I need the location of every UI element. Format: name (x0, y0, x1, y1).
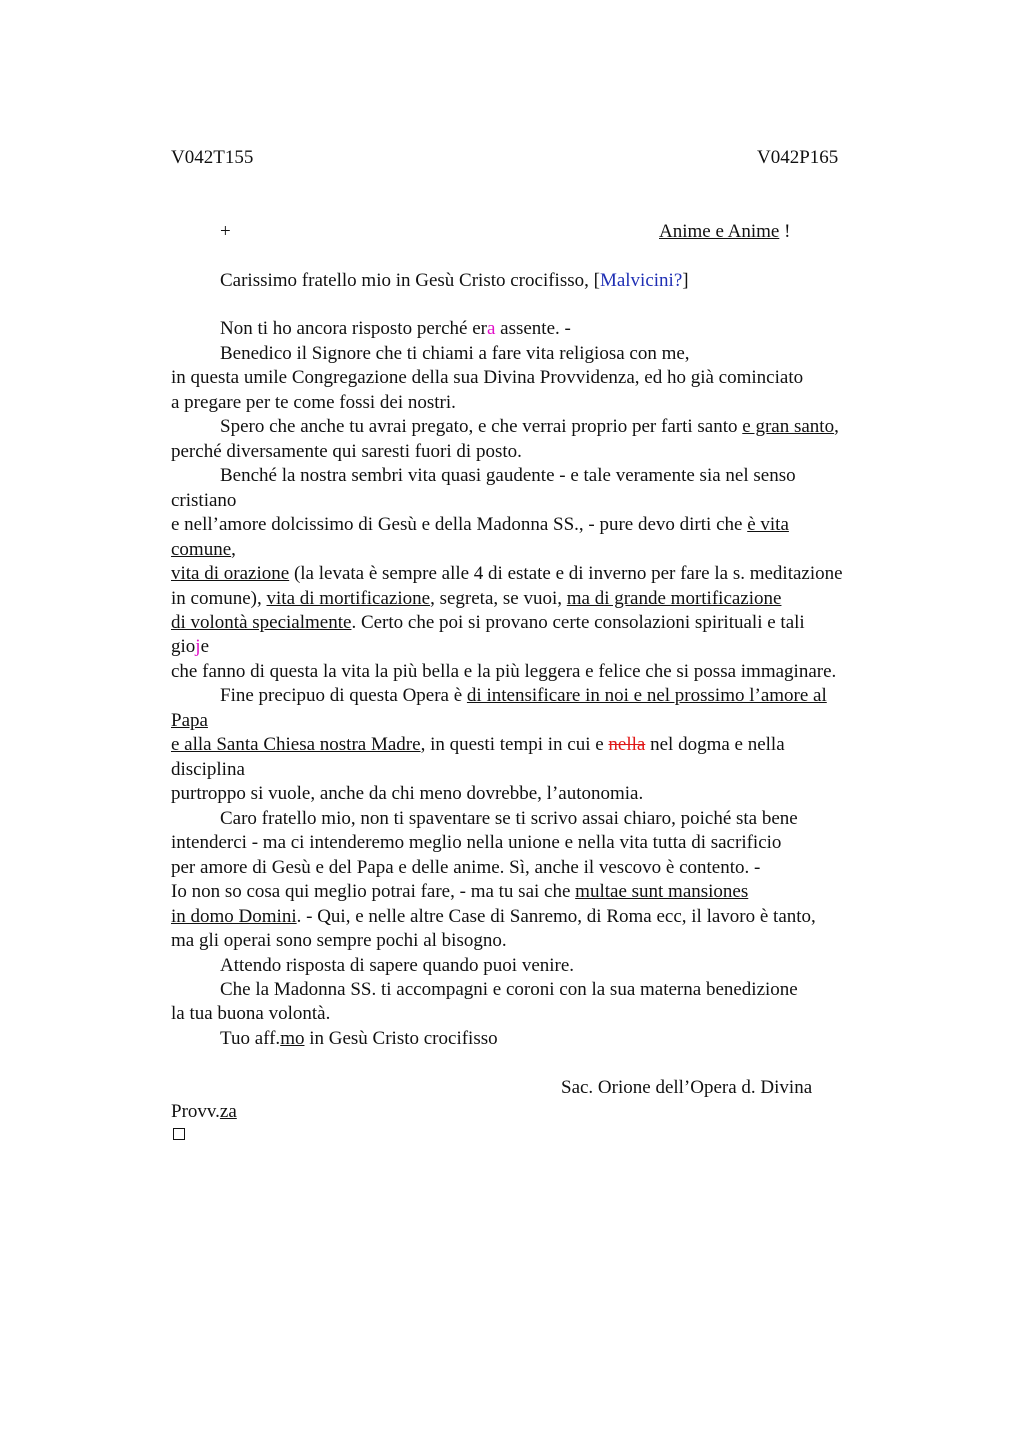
text-span: , (231, 539, 236, 560)
text-span: e (200, 636, 209, 657)
text-span: Non ti ho ancora risposto perché er (220, 318, 487, 339)
motto-suffix: ! (779, 221, 791, 242)
correction: j (195, 636, 201, 657)
greeting-close: ] (682, 270, 689, 291)
text-line: Caro fratello mio, non ti spaventare se ti scrivo assai chiaro, poiché sta bene (220, 808, 798, 829)
text-line: a pregare per te come fossi dei nostri. (171, 392, 456, 413)
underlined-text: è vita (747, 514, 789, 535)
text-line (171, 881, 748, 903)
text-line: Attendo risposta di sapere quando puoi venire. (220, 955, 575, 976)
text-line: purtroppo si vuole, anche da chi meno dovrebbe, l’autonomia. (171, 783, 644, 804)
right-code: V042P165 (757, 147, 839, 168)
text-span: in Gesù Cristo crocifisso (304, 1028, 498, 1049)
underlined-text: e gran santo (742, 416, 835, 437)
text-line: disciplina (171, 759, 245, 780)
signature-continued (171, 1101, 237, 1123)
signature: Sac. Orione dell’Opera d. Divina (561, 1077, 813, 1098)
text-line: intenderci - ma ci intenderemo meglio nella unione e nella vita tutta di sacrificio (171, 832, 782, 853)
text-line: in questa umile Congregazione della sua Divina Provvidenza, ed ho già cominciato (171, 367, 804, 388)
text-span: Spero che anche tu avrai pregato, e che verrai proprio per farti santo (220, 416, 743, 437)
text-span: Tuo aff. (220, 1028, 281, 1049)
text-line: perché diversamente qui saresti fuori di posto. (171, 441, 522, 462)
deleted-text: nella (608, 734, 646, 755)
text-line (171, 734, 785, 756)
underlined-text: di volontà specialmente (171, 612, 352, 633)
end-box-icon (173, 1128, 185, 1140)
motto (659, 221, 790, 243)
text-line: Che la Madonna SS. ti accompagni e coroni con la sua materna benedizione (220, 979, 798, 1000)
text-line: per amore di Gesù e del Papa e delle anime. Sì, anche il vescovo è contento. - (171, 857, 761, 878)
underlined-text: za (219, 1101, 237, 1122)
left-code: V042T155 (171, 147, 254, 168)
greeting-text: Carissimo fratello mio in Gesù Cristo crocifisso, [ (220, 270, 600, 291)
underlined-text: e alla Santa Chiesa nostra Madre (171, 734, 421, 755)
greeting (220, 270, 689, 292)
text-line (171, 588, 781, 610)
correction: a (486, 318, 496, 339)
text-line (171, 514, 789, 536)
text-span: Provv. (171, 1101, 220, 1122)
text-line (220, 1028, 498, 1050)
text-line: Papa (171, 710, 208, 731)
text-line (220, 318, 571, 340)
underlined-text: vita di orazione (171, 563, 290, 584)
text-span: nel dogma e nella (645, 734, 785, 755)
text-line: ma gli operai sono sempre pochi al bisogno. (171, 930, 507, 951)
underlined-text: multae sunt mansiones (575, 881, 749, 902)
text-span: in comune), (171, 588, 267, 609)
underlined-text: mo (280, 1028, 305, 1049)
text-span: , (834, 416, 839, 437)
text-span: . Certo che poi si provano certe consolazioni spirituali e tali (351, 612, 805, 633)
text-span: , segreta, se vuoi, (430, 588, 567, 609)
text-line: Benedico il Signore che ti chiami a fare vita religiosa con me, (220, 343, 690, 364)
text-line: che fanno di questa la vita la più bella e la più leggera e felice che si possa immaginare. (171, 661, 837, 682)
underlined-text: comune (171, 539, 232, 560)
text-span: assente. - (495, 318, 571, 339)
text-span: . - Qui, e nelle altre Case di Sanremo, di Roma ecc, il lavoro è tanto, (296, 906, 816, 927)
cross-mark: + (220, 221, 231, 242)
text-span: , in questi tempi in cui e (420, 734, 609, 755)
text-line (171, 539, 236, 561)
text-span: Io non so cosa qui meglio potrai fare, - ma tu sai che (171, 881, 576, 902)
text-line (171, 563, 843, 585)
underlined-text: ma di grande mortificazione (566, 588, 782, 609)
text-span: (la levata è sempre alle 4 di estate e di inverno per fare la s. meditazione (289, 563, 843, 584)
text-line: la tua buona volontà. (171, 1003, 331, 1024)
text-line (171, 612, 805, 634)
text-line (171, 636, 209, 658)
motto-text: Anime e Anime (659, 221, 780, 242)
underlined-text: in domo Domini (171, 906, 297, 927)
greeting-name: Malvicini? (599, 270, 683, 291)
text-span: Fine precipuo di questa Opera è (220, 685, 467, 706)
text-line: cristiano (171, 490, 237, 511)
text-line (171, 906, 816, 928)
text-line (220, 685, 827, 707)
text-span: e nell’amore dolcissimo di Gesù e della Madonna SS., - pure devo dirti che (171, 514, 748, 535)
underlined-text: di intensificare in noi e nel prossimo l’amore al (466, 685, 827, 706)
text-line: Benché la nostra sembri vita quasi gaudente - e tale veramente sia nel senso (220, 465, 796, 486)
text-line (220, 416, 839, 438)
underlined-text: vita di mortificazione (266, 588, 431, 609)
text-span: gio (171, 636, 196, 657)
